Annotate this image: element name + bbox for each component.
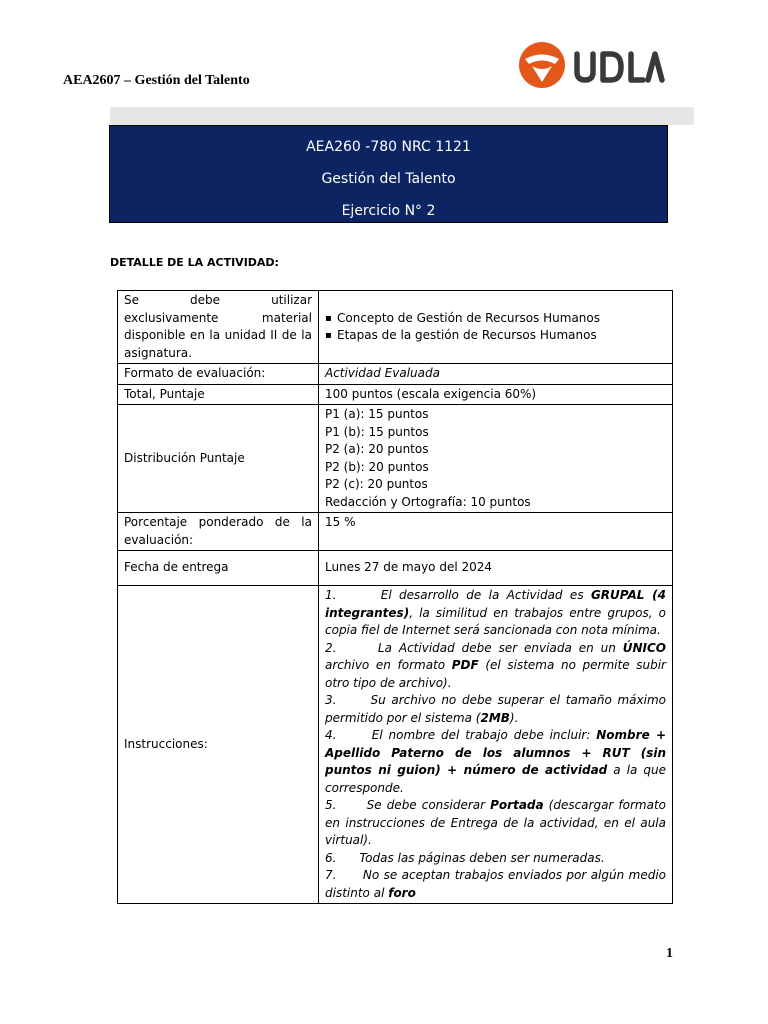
course-title: AEA2607 – Gestión del Talento <box>63 73 250 88</box>
fecha-value: Lunes 27 de mayo del 2024 <box>319 551 673 586</box>
title-box <box>109 125 668 223</box>
total-value: 100 puntos (escala exigencia 60%) <box>319 384 673 405</box>
instrucciones-label: Instrucciones: <box>118 586 319 904</box>
porcentaje-value: 15 % <box>319 513 673 551</box>
instruction-item <box>325 727 666 797</box>
fecha-label: Fecha de entrega <box>118 551 319 586</box>
material-items <box>319 291 673 364</box>
header-band <box>110 107 694 125</box>
list-item: P2 (a): 20 puntos <box>325 442 429 456</box>
instruction-text: (el sistema no permite subir otro tipo de archivo). <box>325 658 666 690</box>
list-item: ▪ Etapas de la gestión de Recursos Humanos <box>325 327 666 345</box>
instruction-text: (descargar formato en instrucciones de Entrega de la actividad, en el aula virtual). <box>325 798 666 847</box>
table-row-fecha <box>118 551 673 586</box>
table-row-material <box>118 291 673 364</box>
instruction-text: a la que corresponde. <box>325 763 666 795</box>
instruction-emphasis: ÚNICO <box>622 640 666 655</box>
instruction-item <box>325 640 666 693</box>
list-item: P2 (c): 20 puntos <box>325 477 428 491</box>
instruction-emphasis: PDF <box>451 658 479 672</box>
title-line-course-name: Gestión del Talento <box>321 171 456 187</box>
instruction-text: 1. El desarrollo de la Actividad es <box>325 588 591 602</box>
instruction-emphasis: foro <box>388 885 416 900</box>
instruction-emphasis: Portada <box>490 798 544 812</box>
instruction-text: , la similitud en trabajos entre grupos, o copia fiel de Internet será sancionada con nota mínima. <box>325 605 666 637</box>
instruction-text: 3. Su archivo no debe superar el tamaño máximo permitido por el sistema ( <box>325 693 670 725</box>
instruction-text: ). <box>509 710 519 725</box>
title-line-course-code: AEA260 -780 NRC 1121 <box>306 139 471 155</box>
table-row-distribucion <box>118 405 673 513</box>
title-line-exercise: Ejercicio N° 2 <box>341 203 436 219</box>
instruction-text: 5. Se debe considerar <box>325 798 491 812</box>
udla-logo <box>515 42 665 90</box>
list-item: Redacción y Ortografía: 10 puntos <box>325 494 531 509</box>
porcentaje-label: Porcentaje ponderado de la evaluación: <box>118 513 319 551</box>
section-heading: DETALLE DE LA ACTIVIDAD: <box>110 256 279 269</box>
formato-label: Formato de evaluación: <box>118 364 319 385</box>
distribucion-items <box>319 405 673 513</box>
instruction-emphasis: GRUPAL (4 integrantes) <box>325 588 666 620</box>
table-row-total <box>118 384 673 405</box>
instruction-item <box>325 692 670 727</box>
table-row-porcentaje <box>118 513 673 551</box>
table-row-instrucciones <box>118 586 673 904</box>
instruction-text: 2. La Actividad debe ser enviada en un <box>325 640 623 655</box>
instruction-text: 4. El nombre del trabajo debe incluir: <box>325 728 597 742</box>
table-row-formato <box>118 364 673 385</box>
instruction-item <box>325 587 666 640</box>
instruction-item: 6. Todas las páginas deben ser numeradas. <box>325 850 605 865</box>
formato-value: Actividad Evaluada <box>319 364 673 385</box>
list-item: P1 (a): 15 puntos <box>325 407 429 421</box>
list-item: P2 (b): 20 puntos <box>325 459 429 474</box>
activity-detail-table <box>117 290 673 904</box>
instruction-item <box>325 797 666 850</box>
material-label: Se debe utilizar exclusivamente material disponible en la unidad II de la asignatura. <box>118 291 319 364</box>
instruction-item <box>325 867 670 902</box>
instrucciones-list <box>319 586 673 904</box>
list-item: ▪ Concepto de Gestión de Recursos Humanos <box>325 310 666 328</box>
distribucion-label: Distribución Puntaje <box>118 405 319 513</box>
list-item: P1 (b): 15 puntos <box>325 424 429 439</box>
instruction-emphasis: 2MB <box>480 710 510 725</box>
total-label: Total, Puntaje <box>118 384 319 405</box>
udla-logo-mark <box>515 42 665 90</box>
instruction-text: archivo en formato <box>325 658 452 672</box>
instruction-emphasis: Nombre + Apellido Paterno de los alumnos + RUT (sin puntos ni guion) + número de actividad <box>325 728 667 777</box>
instruction-text: 7. No se aceptan trabajos enviados por algún medio distinto al <box>325 868 670 900</box>
page-number: 1 <box>666 946 673 961</box>
